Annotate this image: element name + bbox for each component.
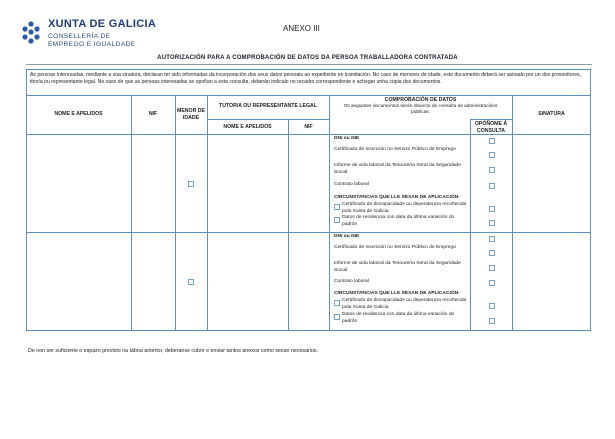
oppose-contrato-checkbox[interactable] xyxy=(489,280,495,286)
footer-note: De non ser suficiente o espazo previsto na táboa anterior, deberanse cubrir e enviar tantos anexos como sexan necesarios. xyxy=(28,348,319,354)
header-menor: MENOR DE IDADE xyxy=(177,108,205,121)
doc-dni: DNI ou NIE xyxy=(334,136,360,141)
tutor-sub-rule xyxy=(207,119,288,120)
doc-vida-laboral: Informe de vida laboral da Tesourería Xeral da Seguridade Social xyxy=(334,163,461,175)
header-tutor-nif: NIF xyxy=(304,124,313,130)
header-tutor: TUTOR/A OU REPRESENTANTE LEGAL xyxy=(219,103,317,109)
col-rule xyxy=(288,119,289,331)
oppose-residencia-checkbox[interactable] xyxy=(489,220,495,226)
col-rule xyxy=(512,95,513,331)
header-nif: NIF xyxy=(148,111,158,117)
col-rule xyxy=(470,119,471,331)
header-comprobacion-sub: Os seguintes documentos serán obxecto de consulta ás administracións públicas: xyxy=(343,104,498,115)
header-oponme: OPÓÑOME Á CONSULTA xyxy=(474,121,508,134)
doc-residencia: Datos de residencia con data da última variación do padrón xyxy=(342,215,455,227)
doc-contrato: Contrato laboral xyxy=(334,279,369,284)
tutor-nif-sub-rule xyxy=(288,119,329,120)
oppose-discapacidade-checkbox[interactable] xyxy=(489,303,495,309)
oppose-servizo-checkbox[interactable] xyxy=(489,152,495,158)
doc-discapacidade: Certificado de discapacidade ou dependencia recoñecida pola Xunta de Galicia xyxy=(342,298,467,310)
doc-circunstancias: CIRCUNSTANCIAS QUE LLE SEXAN DE APLICACIÓN: xyxy=(334,291,460,296)
oppose-dni-checkbox[interactable] xyxy=(489,236,495,242)
oppose-servizo-checkbox[interactable] xyxy=(489,250,495,256)
header-comprobacion: COMPROBACIÓN DE DATOS xyxy=(384,97,457,103)
table-top-rule xyxy=(26,95,591,96)
annex-label: ANEXO III xyxy=(283,24,320,33)
header-nome: NOME E APELIDOS xyxy=(54,111,103,117)
intro-text: As persoas interesadas, mediante a súa sinatura, declaran ter sido informadas da incorporación dos seus datos persoais ao expediente en tramitación. No caso de menores de idade, este documento deberá ser asinado por un dos proxenitores, titor/a ou representante legal. No caso de que as persoas interesadas se opoñan a esta consulta, deberán indicalo no recadro correspondente e achegar unha copia dos documentos. xyxy=(30,72,582,86)
discapacidade-checkbox[interactable] xyxy=(334,204,340,210)
col-rule xyxy=(175,95,176,331)
oppose-dni-checkbox[interactable] xyxy=(489,138,495,144)
title-divider xyxy=(26,64,592,65)
doc-discapacidade: Certificado de discapacidade ou dependencia recoñecida pola Xunta de Galicia xyxy=(342,202,467,214)
minor-checkbox[interactable] xyxy=(188,181,194,187)
doc-vida-laboral: Informe de vida laboral da Tesourería Xeral da Seguridade Social xyxy=(334,261,461,273)
residencia-checkbox[interactable] xyxy=(334,217,340,223)
minor-checkbox[interactable] xyxy=(188,279,194,285)
oponme-sub-rule xyxy=(470,119,512,120)
col-rule xyxy=(131,95,132,331)
discapacidade-checkbox[interactable] xyxy=(334,300,340,306)
oppose-residencia-checkbox[interactable] xyxy=(489,318,495,324)
col-rule xyxy=(329,95,330,331)
doc-contrato: Contrato laboral xyxy=(334,182,369,187)
header-bottom-rule xyxy=(26,134,591,135)
doc-residencia: Datos de residencia con data da última variación do padrón xyxy=(342,312,455,324)
xunta-logo-icon xyxy=(20,20,42,48)
oppose-vida-laboral-checkbox[interactable] xyxy=(489,265,495,271)
oppose-contrato-checkbox[interactable] xyxy=(489,183,495,189)
brand-name: XUNTA DE GALICIA xyxy=(48,18,157,30)
doc-dni: DNI ou NIE xyxy=(334,234,360,239)
page-title: AUTORIZACIÓN PARA A COMPROBACIÓN DE DATOS DA PERSOA TRABALLADORA CONTRATADA xyxy=(157,55,458,61)
header-tutor-nome: NOME E APELIDOS xyxy=(223,124,272,130)
doc-servizo-emprego: Certificado de inscrición no Servizo Público de Emprego xyxy=(334,245,456,250)
doc-circunstancias: CIRCUNSTANCIAS QUE LLE SEXAN DE APLICACIÓN: xyxy=(334,195,460,200)
oppose-discapacidade-checkbox[interactable] xyxy=(489,206,495,212)
row-divider xyxy=(26,232,591,233)
header-sinatura: SINATURA xyxy=(538,111,565,117)
doc-servizo-emprego: Certificado de inscrición no Servizo Público de Emprego xyxy=(334,147,456,152)
residencia-checkbox[interactable] xyxy=(334,314,340,320)
department-name: CONSELLERÍA DE EMPREGO E IGUALDADE xyxy=(48,33,136,48)
oppose-vida-laboral-checkbox[interactable] xyxy=(489,167,495,173)
